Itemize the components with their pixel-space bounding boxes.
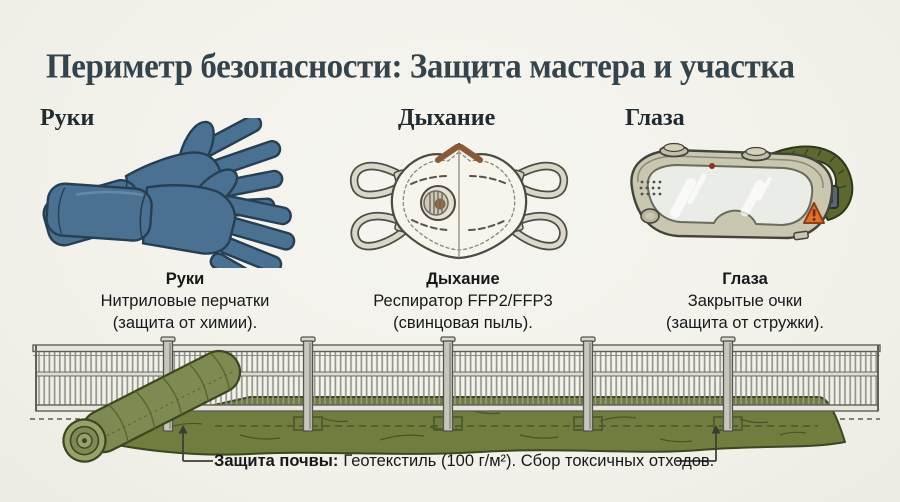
soil-note-label: Защита почвы:	[214, 452, 339, 470]
caption-hands-title: Руки	[165, 270, 205, 288]
caption-hands-line2: (защита от химии).	[112, 314, 258, 332]
caption-eyes-line2: (защита от стружки).	[666, 314, 824, 332]
section-header-breathing: Дыхание	[398, 105, 496, 131]
caption-breathing-line1: Респиратор FFP2/FFP3	[373, 292, 553, 310]
ffp-respirator-icon	[348, 130, 570, 272]
section-header-eyes: Глаза	[625, 105, 685, 131]
caption-breathing	[323, 268, 603, 334]
section-header-hands: Руки	[40, 105, 95, 131]
caption-hands	[45, 268, 325, 334]
caption-eyes-title: Глаза	[722, 270, 768, 288]
caption-breathing-title: Дыхание	[426, 270, 500, 288]
caption-breathing-line2: (свинцовая пыль).	[393, 314, 533, 332]
nitrile-gloves-icon	[40, 118, 300, 268]
safety-goggles-icon	[608, 126, 868, 266]
perimeter-fence-geotextile-icon	[0, 335, 900, 502]
soil-protection-note	[214, 451, 715, 471]
caption-eyes	[605, 268, 885, 334]
page-title: Периметр безопасности: Защита мастера и участка	[46, 48, 795, 87]
caption-hands-line1: Нитриловые перчатки	[100, 292, 270, 310]
soil-note-text: Геотекстиль (100 г/м²). Сбор токсичных отходов.	[343, 452, 715, 470]
caption-eyes-line1: Закрытые очки	[687, 292, 803, 310]
